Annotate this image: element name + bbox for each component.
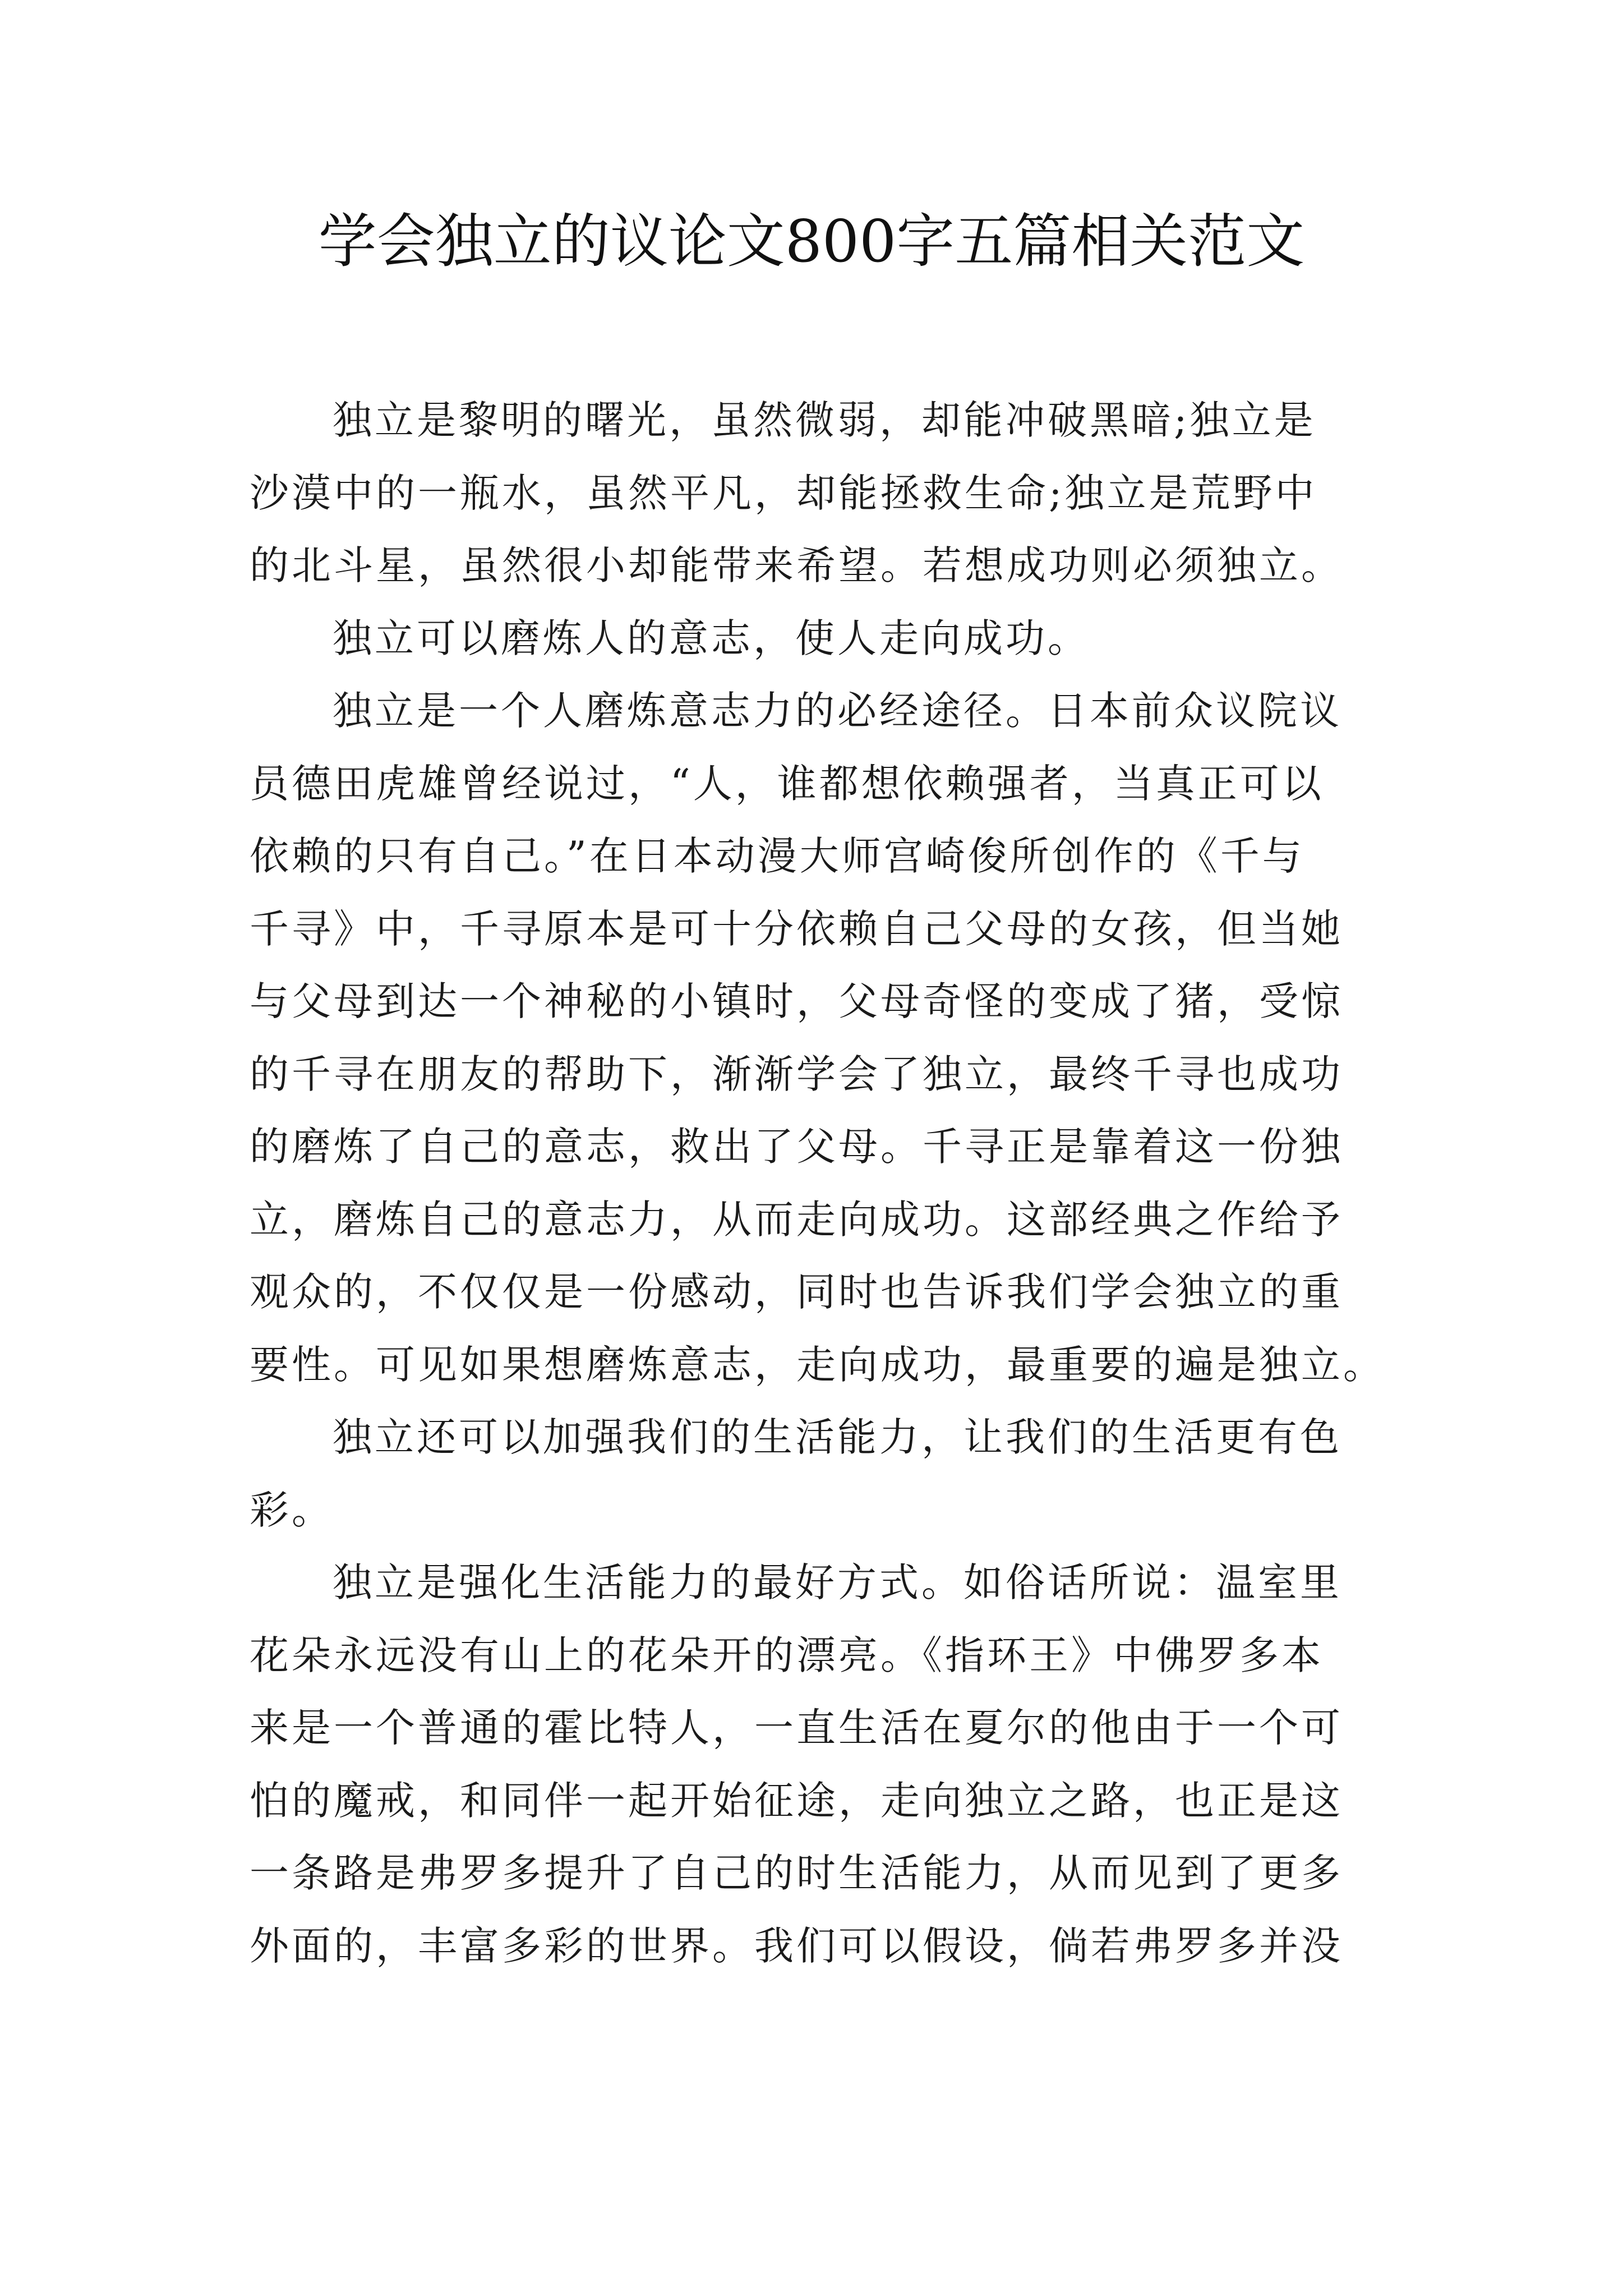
paragraph-line: 依赖的只有自己。”在日本动漫大师宫崎俊所创作的《千与	[250, 833, 1304, 879]
paragraph-line: 要性。可见如果想磨炼意志，走向成功，最重要的遍是独立。	[250, 1341, 1385, 1388]
paragraph-line: 观众的，不仅仅是一份感动，同时也告诉我们学会独立的重	[250, 1269, 1343, 1315]
paragraph-line: 千寻》中，千寻原本是可十分依赖自己父母的女孩，但当她	[250, 905, 1343, 952]
document-title: 学会独立的议论文800字五篇相关范文	[318, 207, 1305, 275]
paragraph-line: 一条路是弗罗多提升了自己的时生活能力，从而见到了更多	[250, 1850, 1343, 1896]
paragraph-line: 的磨炼了自己的意志，救出了父母。千寻正是靠着这一份独	[250, 1124, 1343, 1170]
paragraph-line: 彩。	[250, 1487, 334, 1533]
paragraph-line: 员德田虎雄曾经说过，“人，谁都想依赖强者，当真正可以	[250, 760, 1324, 807]
document-body	[250, 384, 1399, 1982]
paragraph-line: 独立是强化生活能力的最好方式。如俗话所说：温室里	[333, 1559, 1342, 1605]
paragraph-line: 来是一个普通的霍比特人，一直生活在夏尔的他由于一个可	[250, 1705, 1343, 1751]
paragraph-line: 与父母到达一个神秘的小镇时，父母奇怪的变成了猪，受惊	[250, 978, 1343, 1024]
paragraph-line: 外面的，丰富多彩的世界。我们可以假设，倘若弗罗多并没	[250, 1922, 1343, 1969]
paragraph-line: 的北斗星，虽然很小却能带来希望。若想成功则必须独立。	[250, 542, 1343, 588]
paragraph-line: 立，磨炼自己的意志力，从而走向成功。这部经典之作给予	[250, 1196, 1343, 1243]
paragraph-line: 独立可以磨炼人的意志，使人走向成功。	[333, 615, 1090, 661]
paragraph-line: 的千寻在朋友的帮助下，渐渐学会了独立，最终千寻也成功	[250, 1051, 1343, 1097]
paragraph-line: 怕的魔戒，和同伴一起开始征途，走向独立之路，也正是这	[250, 1777, 1343, 1824]
paragraph-line: 独立是黎明的曙光，虽然微弱，却能冲破黑暗;独立是	[333, 397, 1316, 443]
paragraph-line: 独立是一个人磨炼意志力的必经途径。日本前众议院议	[333, 688, 1342, 734]
paragraph-line: 独立还可以加强我们的生活能力，让我们的生活更有色	[333, 1414, 1342, 1460]
paragraph-line: 花朵永远没有山上的花朵开的漂亮。《指环王》中佛罗多本	[250, 1632, 1324, 1678]
paragraph-line: 沙漠中的一瓶水，虽然平凡，却能拯救生命;独立是荒野中	[250, 470, 1317, 516]
